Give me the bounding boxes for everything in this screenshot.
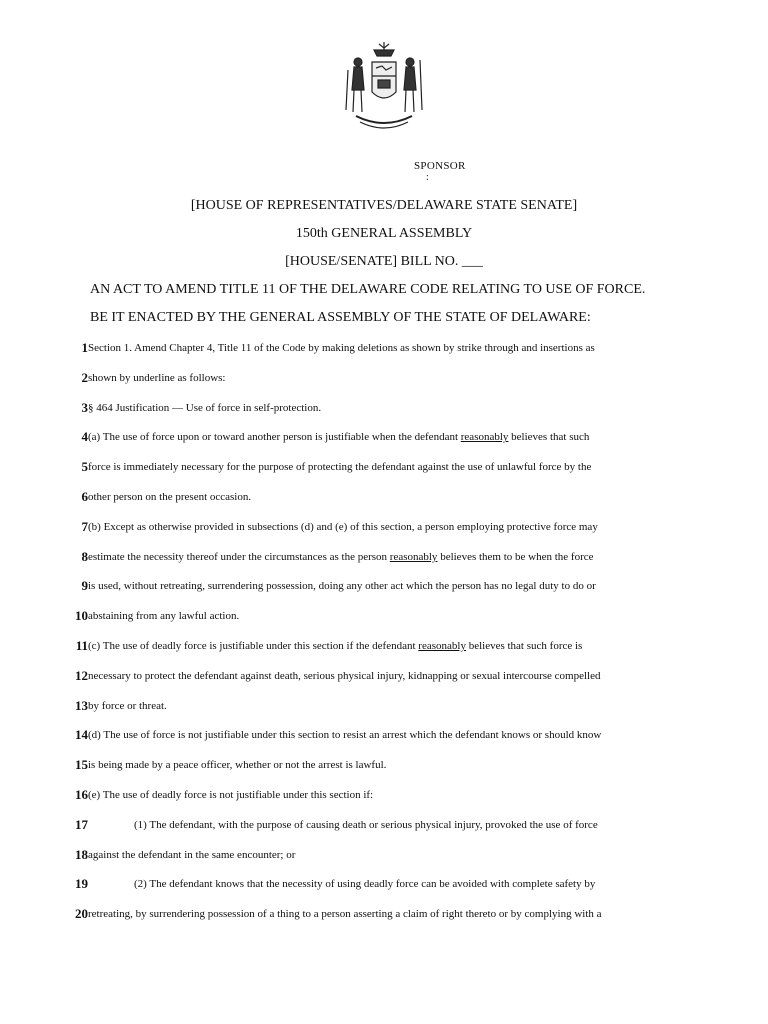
line-number: 10 xyxy=(75,608,88,624)
bill-line xyxy=(0,755,768,775)
line-text-segment: against the defendant in the same encounter; or xyxy=(88,848,296,861)
sponsor-label: SPONSOR xyxy=(414,160,466,172)
line-text xyxy=(88,725,601,745)
line-text-segment: abstaining from any lawful action. xyxy=(88,610,240,623)
line-text-segment: retreating, by surrendering possession of a thing to a person asserting a claim of right thereto or by complying with a xyxy=(88,908,602,921)
underlined-insertion: reasonably xyxy=(418,640,466,652)
line-text xyxy=(88,785,373,805)
bill-line xyxy=(0,576,768,596)
line-text xyxy=(134,874,595,894)
line-text xyxy=(88,696,167,716)
line-number: 9 xyxy=(81,578,88,594)
delaware-state-seal xyxy=(334,40,434,140)
bill-line xyxy=(0,368,768,388)
chamber-heading: [HOUSE OF REPRESENTATIVES/DELAWARE STATE SENATE] xyxy=(190,198,578,213)
bill-line xyxy=(0,785,768,805)
line-text-segment: Section 1. Amend Chapter 4, Title 11 of the Code by making deletions as shown by strike through and insertions as xyxy=(88,342,595,354)
underlined-insertion: reasonably xyxy=(460,431,509,444)
line-text-segment: (2) The defendant knows that the necessity of using deadly force can be avoided with complete safety by xyxy=(134,878,596,891)
line-number: 15 xyxy=(75,757,88,773)
line-text-segment: by force or threat. xyxy=(88,699,167,712)
line-number: 19 xyxy=(75,876,88,892)
bill-line xyxy=(0,666,768,686)
line-number: 6 xyxy=(81,489,88,504)
line-text-segment: believes that such xyxy=(508,431,590,444)
bill-line xyxy=(0,845,768,865)
line-text-segment: force is immediately necessary for the purpose of protecting the defendant against the use of unlawful force by the xyxy=(88,461,592,474)
line-text xyxy=(88,338,595,358)
line-text xyxy=(88,576,596,596)
line-number: 14 xyxy=(75,727,88,743)
line-number: 5 xyxy=(81,459,88,475)
bill-line xyxy=(0,427,768,447)
line-text xyxy=(88,517,598,537)
line-text xyxy=(134,815,598,835)
line-number: 1 xyxy=(81,340,88,355)
bill-line xyxy=(0,815,768,835)
line-number: 7 xyxy=(81,518,88,534)
line-text-segment: shown by underline as follows: xyxy=(88,371,226,384)
line-text-segment: (c) The use of deadly force is justifiable under this section if the defendant xyxy=(88,640,419,652)
line-text xyxy=(88,845,295,865)
line-text-segment: is being made by a peace officer, whether or not the arrest is lawful. xyxy=(88,759,387,772)
line-number: 11 xyxy=(75,638,88,653)
line-text xyxy=(88,904,602,924)
line-text-segment: (b) Except as otherwise provided in subsections (d) and (e) of this section, a person employing protective force may xyxy=(88,520,598,533)
line-number: 12 xyxy=(75,667,88,683)
sponsor-colon: : xyxy=(426,172,429,183)
line-text-segment: believes them to be when the force xyxy=(437,550,594,563)
line-number: 17 xyxy=(75,816,88,832)
enacting-clause: BE IT ENACTED BY THE GENERAL ASSEMBLY OF THE STATE OF DELAWARE: xyxy=(90,310,591,325)
bill-line xyxy=(0,517,768,537)
line-number: 8 xyxy=(81,548,88,564)
line-text-segment: (e) The use of deadly force is not justifiable under this section if: xyxy=(88,789,374,801)
line-text xyxy=(88,427,589,447)
bill-line xyxy=(0,398,768,418)
bill-line xyxy=(0,606,768,626)
act-title: AN ACT TO AMEND TITLE 11 OF THE DELAWARE CODE RELATING TO USE OF FORCE. xyxy=(90,282,646,297)
assembly-heading: 150th GENERAL ASSEMBLY xyxy=(295,226,473,241)
bill-line xyxy=(0,636,768,656)
bill-line xyxy=(0,487,768,507)
line-number: 18 xyxy=(75,846,88,862)
line-number: 3 xyxy=(81,399,88,415)
line-number: 13 xyxy=(75,697,88,713)
bill-line xyxy=(0,696,768,716)
line-text xyxy=(88,487,251,507)
line-text-segment: is used, without retreating, surrendering possession, doing any other act which the person has no legal duty to do or xyxy=(88,580,596,593)
line-text xyxy=(88,666,600,686)
line-text xyxy=(88,755,386,775)
line-text xyxy=(88,547,594,567)
line-text-segment: estimate the necessity thereof under the circumstances as the person xyxy=(88,550,390,563)
line-text-segment: other person on the present occasion. xyxy=(88,491,252,503)
line-number: 2 xyxy=(81,369,88,385)
underlined-insertion: reasonably xyxy=(389,550,438,563)
bill-number: [HOUSE/SENATE] BILL NO. ___ xyxy=(285,254,483,269)
line-number: 20 xyxy=(75,906,88,922)
bill-line xyxy=(0,457,768,477)
line-text xyxy=(88,398,321,418)
line-text-segment: § 464 Justification — Use of force in self-protection. xyxy=(88,401,322,414)
line-text xyxy=(88,457,591,477)
bill-line xyxy=(0,338,768,358)
line-number: 4 xyxy=(81,429,88,445)
line-number: 16 xyxy=(75,787,88,802)
line-text-segment: necessary to protect the defendant against death, serious physical injury, kidnapping or sexual intercourse compelled xyxy=(88,669,601,682)
bill-line xyxy=(0,725,768,745)
line-text-segment: believes that such force is xyxy=(465,640,583,652)
line-text-segment: (a) The use of force upon or toward another person is justifiable when the defendant xyxy=(88,431,461,444)
line-text-segment: (1) The defendant, with the purpose of causing death or serious physical injury, provoked the use of force xyxy=(134,818,598,831)
bill-line xyxy=(0,874,768,894)
line-text xyxy=(88,606,239,626)
bill-line xyxy=(0,904,768,924)
line-text xyxy=(88,636,582,656)
bill-line xyxy=(0,547,768,567)
line-text-segment: (d) The use of force is not justifiable under this section to resist an arrest which the defendant knows or should know xyxy=(88,729,602,742)
line-text xyxy=(88,368,225,388)
